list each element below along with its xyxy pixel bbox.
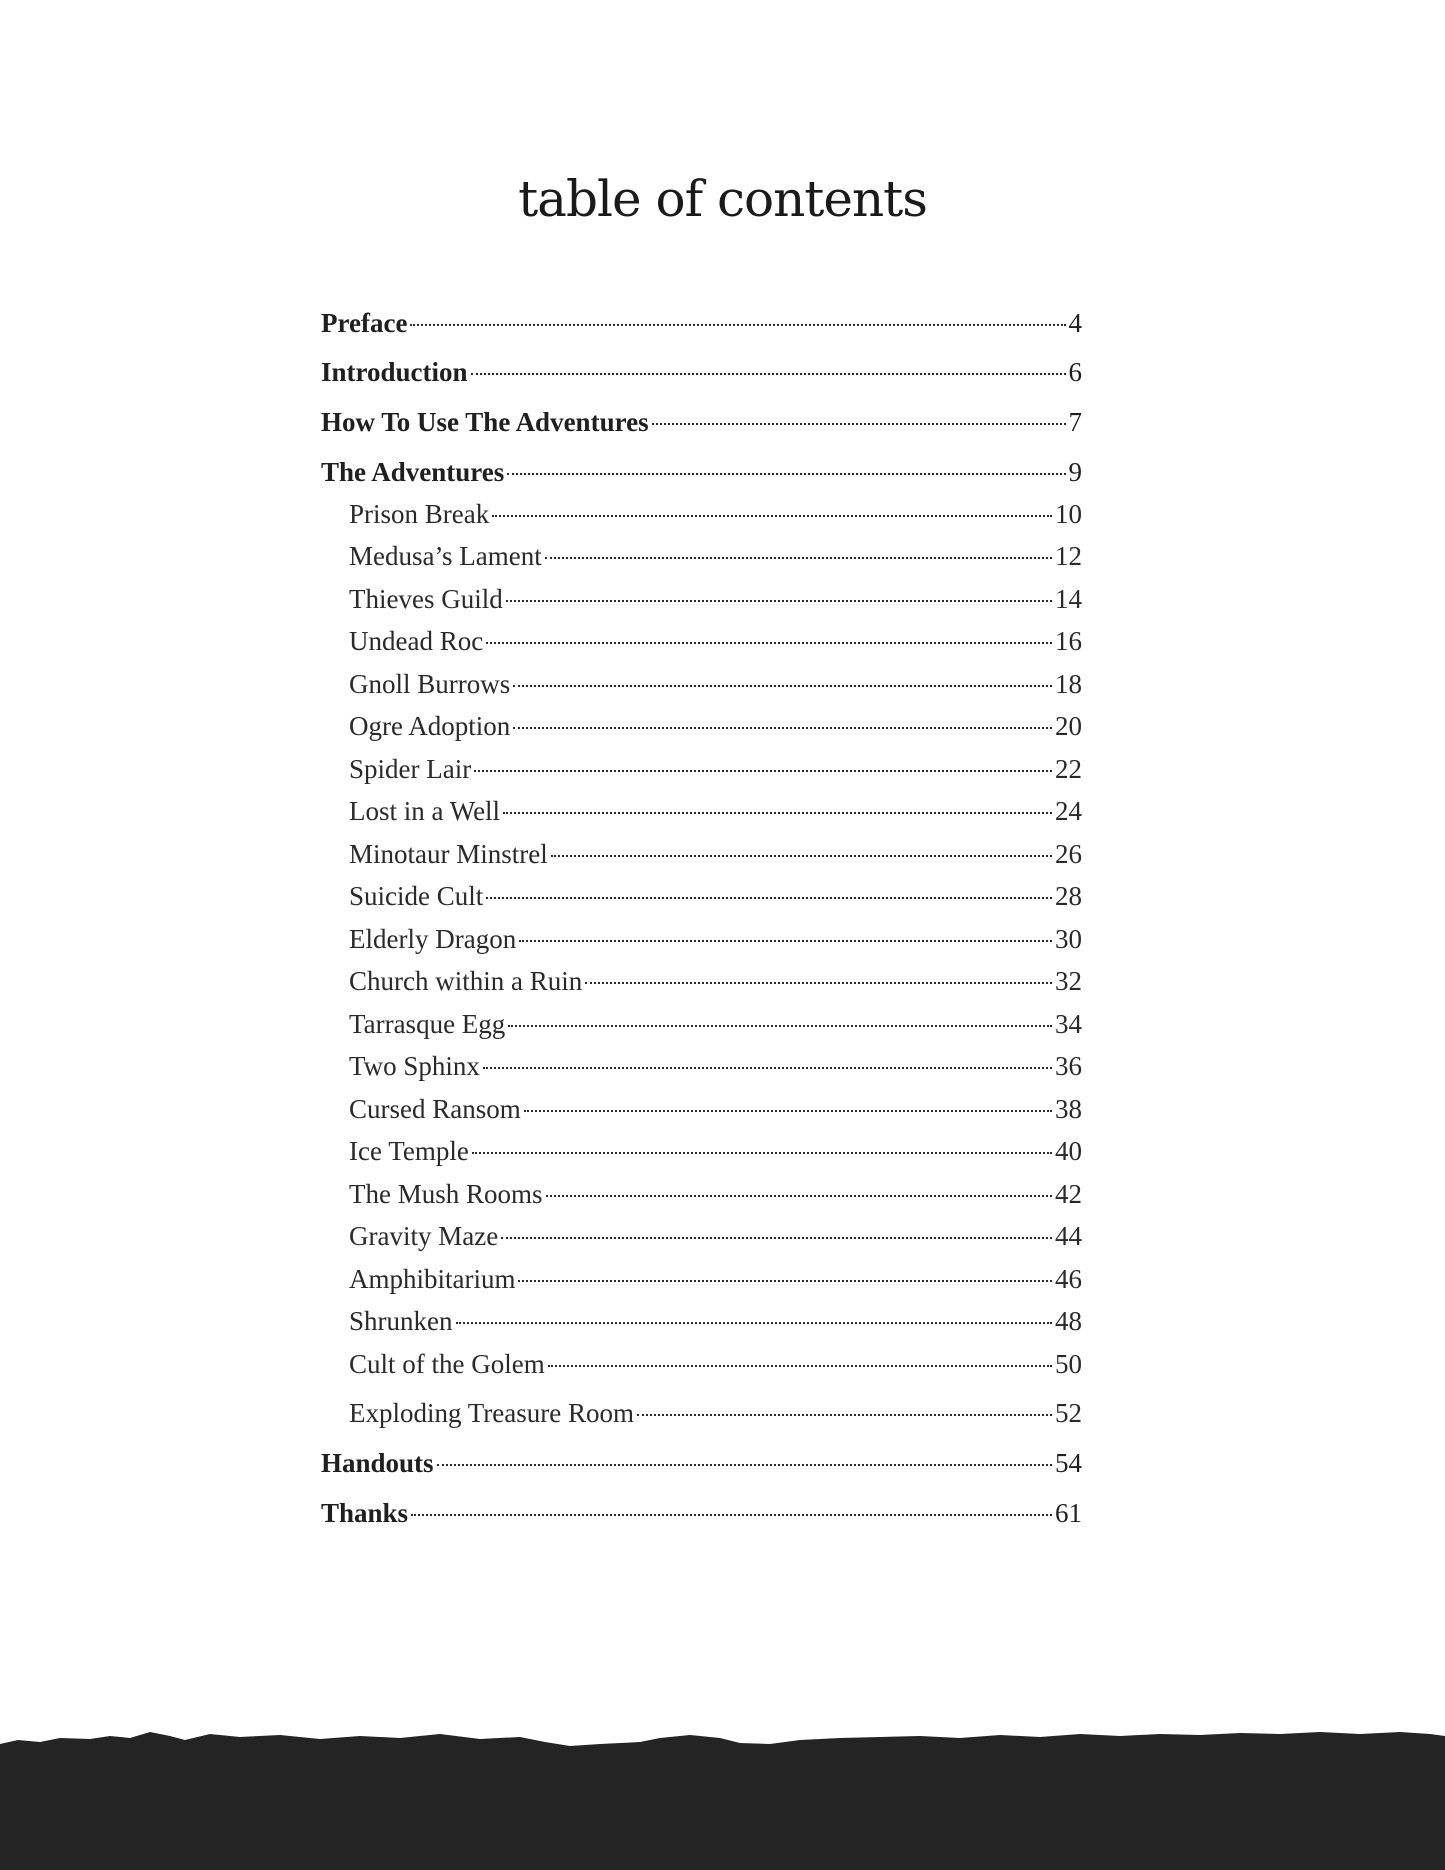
toc-entry-page: 12 bbox=[1055, 541, 1082, 571]
torn-footer-band bbox=[0, 1720, 1445, 1870]
dot-leader bbox=[513, 726, 1052, 729]
dot-leader bbox=[483, 1066, 1052, 1069]
dot-leader bbox=[506, 599, 1052, 602]
toc-entry-page: 9 bbox=[1068, 457, 1082, 487]
dot-leader bbox=[548, 1364, 1052, 1367]
toc-entry-page: 24 bbox=[1055, 796, 1082, 826]
toc-entry-page: 42 bbox=[1055, 1179, 1082, 1209]
toc-entry-two-sphinx[interactable] bbox=[349, 1050, 1082, 1082]
toc-entry-page: 32 bbox=[1055, 966, 1082, 996]
toc-entry-label: Gnoll Burrows bbox=[349, 669, 511, 699]
dot-leader bbox=[437, 1463, 1052, 1466]
toc-entry-label: Cult of the Golem bbox=[349, 1349, 545, 1379]
toc-entry-lost-in-a-well[interactable] bbox=[349, 795, 1082, 827]
toc-entry-minotaur-minstrel[interactable] bbox=[349, 838, 1082, 870]
toc-entry-label: Thieves Guild bbox=[349, 584, 503, 614]
dot-leader bbox=[471, 372, 1066, 375]
toc-entry-page: 44 bbox=[1055, 1221, 1082, 1251]
dot-leader bbox=[503, 811, 1052, 814]
torn-edge-shape bbox=[0, 1732, 1445, 1870]
dot-leader bbox=[456, 1321, 1053, 1324]
toc-entry-how-to-use[interactable] bbox=[321, 406, 1082, 438]
toc-entry-label: Cursed Ransom bbox=[349, 1094, 521, 1124]
toc-entry-tarrasque-egg[interactable] bbox=[349, 1008, 1082, 1040]
toc-entry-gravity-maze[interactable] bbox=[349, 1220, 1082, 1252]
toc-entry-label: Suicide Cult bbox=[349, 881, 484, 911]
toc-entry-handouts[interactable] bbox=[321, 1447, 1082, 1479]
toc-entry-label: Preface bbox=[321, 308, 408, 338]
toc-entry-label: Thanks bbox=[321, 1498, 409, 1528]
dot-leader bbox=[546, 1194, 1052, 1197]
toc-entry-label: Elderly Dragon bbox=[349, 924, 517, 954]
toc-entry-label: Undead Roc bbox=[349, 626, 484, 656]
dot-leader bbox=[501, 1236, 1052, 1239]
toc-entry-page: 16 bbox=[1055, 626, 1082, 656]
toc-entry-page: 36 bbox=[1055, 1051, 1082, 1081]
toc-entry-page: 7 bbox=[1068, 407, 1082, 437]
dot-leader bbox=[474, 769, 1052, 772]
toc-entry-amphibitarium[interactable] bbox=[349, 1263, 1082, 1295]
toc-entry-page: 34 bbox=[1055, 1009, 1082, 1039]
toc-entry-label: Exploding Treasure Room bbox=[349, 1398, 635, 1428]
toc-entry-label: The Mush Rooms bbox=[349, 1179, 543, 1209]
toc-entry-page: 61 bbox=[1055, 1498, 1082, 1528]
toc-entry-page: 18 bbox=[1055, 669, 1082, 699]
dot-leader bbox=[411, 1513, 1052, 1516]
toc-entry-spider-lair[interactable] bbox=[349, 753, 1082, 785]
toc-entry-page: 38 bbox=[1055, 1094, 1082, 1124]
toc-entry-gnoll-burrows[interactable] bbox=[349, 668, 1082, 700]
toc-entry-label: Ice Temple bbox=[349, 1136, 469, 1166]
toc-entry-exploding-treasure-room[interactable] bbox=[349, 1397, 1082, 1429]
toc-entry-prison-break[interactable] bbox=[349, 498, 1082, 530]
toc-entry-cult-of-the-golem[interactable] bbox=[349, 1348, 1082, 1380]
dot-leader bbox=[472, 1151, 1052, 1154]
toc-entry-thanks[interactable] bbox=[321, 1497, 1082, 1529]
toc-entry-label: Amphibitarium bbox=[349, 1264, 516, 1294]
toc-entry-label: Tarrasque Egg bbox=[349, 1009, 506, 1039]
toc-entry-label: Two Sphinx bbox=[349, 1051, 480, 1081]
toc-entry-page: 20 bbox=[1055, 711, 1082, 741]
toc-entry-label: Ogre Adoption bbox=[349, 711, 511, 741]
toc-entry-label: How To Use The Adventures bbox=[321, 407, 649, 437]
dot-leader bbox=[519, 939, 1052, 942]
toc-entry-page: 28 bbox=[1055, 881, 1082, 911]
dot-leader bbox=[486, 641, 1052, 644]
toc-entry-page: 48 bbox=[1055, 1306, 1082, 1336]
toc-entry-page: 4 bbox=[1068, 308, 1082, 338]
toc-entry-label: Lost in a Well bbox=[349, 796, 501, 826]
toc-entry-page: 6 bbox=[1068, 357, 1082, 387]
toc-entry-label: Prison Break bbox=[349, 499, 490, 529]
toc-entry-label: The Adventures bbox=[321, 457, 505, 487]
toc-entry-page: 40 bbox=[1055, 1136, 1082, 1166]
toc-entry-label: Handouts bbox=[321, 1448, 434, 1478]
dot-leader bbox=[637, 1413, 1052, 1416]
dot-leader bbox=[492, 514, 1052, 517]
toc-entry-elderly-dragon[interactable] bbox=[349, 923, 1082, 955]
toc-entry-suicide-cult[interactable] bbox=[349, 880, 1082, 912]
dot-leader bbox=[518, 1279, 1052, 1282]
toc-entry-page: 10 bbox=[1055, 499, 1082, 529]
toc-entry-label: Spider Lair bbox=[349, 754, 472, 784]
toc-entry-page: 30 bbox=[1055, 924, 1082, 954]
toc-entry-the-mush-rooms[interactable] bbox=[349, 1178, 1082, 1210]
toc-entry-page: 26 bbox=[1055, 839, 1082, 869]
toc-entry-medusas-lament[interactable] bbox=[349, 540, 1082, 572]
toc-entry-label: Medusa’s Lament bbox=[349, 541, 542, 571]
dot-leader bbox=[513, 684, 1052, 687]
toc-entry-label: Introduction bbox=[321, 357, 468, 387]
toc-entry-label: Minotaur Minstrel bbox=[349, 839, 548, 869]
toc-entry-cursed-ransom[interactable] bbox=[349, 1093, 1082, 1125]
toc-entry-label: Shrunken bbox=[349, 1306, 453, 1336]
dot-leader bbox=[551, 854, 1052, 857]
toc-entry-label: Church within a Ruin bbox=[349, 966, 583, 996]
dot-leader bbox=[410, 323, 1065, 326]
toc-entry-page: 22 bbox=[1055, 754, 1082, 784]
toc-entry-page: 46 bbox=[1055, 1264, 1082, 1294]
toc-entry-preface[interactable] bbox=[321, 307, 1082, 339]
toc-entry-church-within-a-ruin[interactable] bbox=[349, 965, 1082, 997]
toc-entry-undead-roc[interactable] bbox=[349, 625, 1082, 657]
dot-leader bbox=[585, 981, 1052, 984]
dot-leader bbox=[652, 422, 1066, 425]
toc-entry-the-adventures[interactable] bbox=[321, 456, 1082, 488]
toc-entry-thieves-guild[interactable] bbox=[349, 583, 1082, 615]
toc-entry-page: 54 bbox=[1055, 1448, 1082, 1478]
toc-entry-ice-temple[interactable] bbox=[349, 1135, 1082, 1167]
toc-entry-page: 52 bbox=[1055, 1398, 1082, 1428]
toc-entry-label: Gravity Maze bbox=[349, 1221, 499, 1251]
dot-leader bbox=[486, 896, 1052, 899]
dot-leader bbox=[545, 556, 1052, 559]
dot-leader bbox=[508, 1024, 1052, 1027]
toc-entry-introduction[interactable] bbox=[321, 356, 1082, 388]
toc-entry-shrunken[interactable] bbox=[349, 1305, 1082, 1337]
toc-entry-ogre-adoption[interactable] bbox=[349, 710, 1082, 742]
toc-entry-page: 50 bbox=[1055, 1349, 1082, 1379]
dot-leader bbox=[507, 472, 1065, 475]
page-title: table of contents bbox=[518, 170, 927, 228]
dot-leader bbox=[524, 1109, 1052, 1112]
toc-entry-page: 14 bbox=[1055, 584, 1082, 614]
